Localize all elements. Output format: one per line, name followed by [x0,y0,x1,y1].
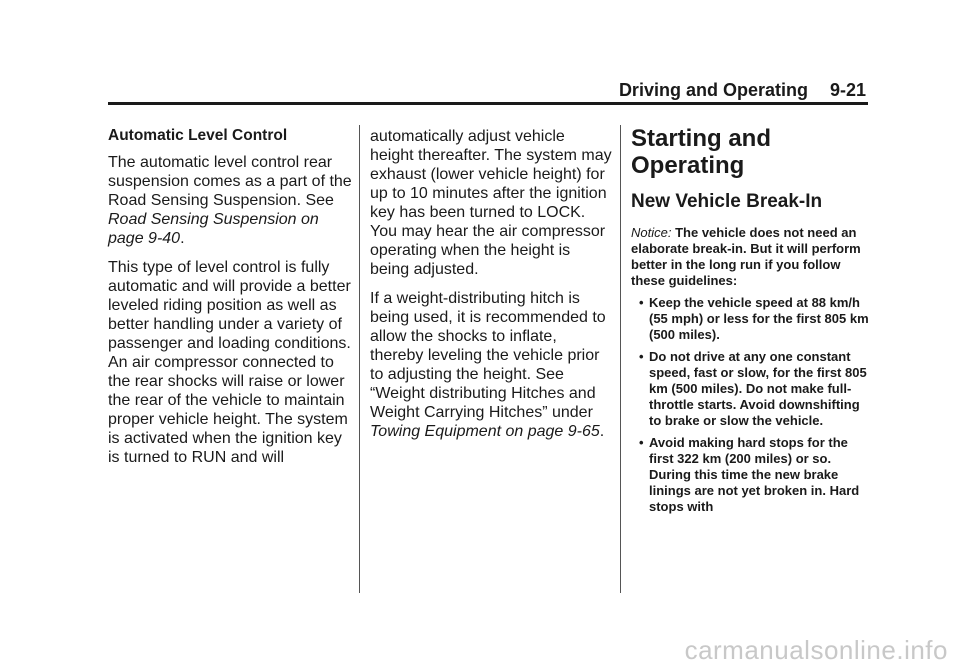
bullet-icon: • [639,435,644,450]
column-2 [370,127,612,451]
section-title: Starting and Operating [631,125,772,179]
paragraph-continued: automatically adjust vehicle height thereafter. The system may exhaust (lower vehicle height) for up to 10 minutes after the ignition key has been turned to LOCK. You may hear the air compressor operating when the height is being adjusted. [370,128,612,278]
paragraph-end: . [599,423,605,440]
notice [631,225,871,289]
section-name: Driving and Operating [618,80,808,100]
header-rule [108,102,868,105]
watermark: carmanualsonline.info [684,635,948,665]
page-number: 9-21 [829,80,866,100]
subsection-title: New Vehicle Break-In [631,191,823,212]
list-item [631,435,871,515]
bullet-icon: • [639,295,644,310]
running-header [108,80,866,101]
column-1 [108,126,353,477]
column-divider-1 [359,125,360,593]
list-item [631,349,871,429]
list-item-text: Do not drive at any one constant speed, fast or slow, for the first 805 km (500 miles). Do not make full-throttle starts. Avoid downshifting to brake or slow the vehicle. [649,349,867,428]
paragraph-description: This type of level control is fully automatic and will provide a better leveled riding position as well as better handling under a variety of passenger and loading conditions. An air compressor connected to the rear shocks will raise or lower the rear of the vehicle to maintain proper vehicle height. The system is activated when the ignition key is turned to RUN and will [108,259,351,466]
cross-reference-link[interactable]: Road Sensing Suspension on page 9-40 [108,211,319,247]
paragraph-text: If a weight-distributing hitch is being used, it is recommended to allow the shocks to inflate, thereby leveling the vehicle prior to adjusting the height. See “Weight distributing Hitches and Weight Carrying Hitches” under [370,290,606,421]
guidelines-list [631,295,871,515]
paragraph-intro [108,153,353,248]
bullet-icon: • [639,349,644,364]
list-item-text: Keep the vehicle speed at 88 km/h (55 mph) or less for the first 805 km (500 miles). [649,295,869,342]
column-3 [631,125,871,521]
cross-reference-link[interactable]: Towing Equipment on page 9-65 [370,423,600,440]
paragraph-text: The automatic level control rear suspension comes as a part of the Road Sensing Suspension. See [108,154,352,209]
column-divider-2 [620,125,621,593]
notice-label: Notice: [631,225,672,240]
heading-automatic-level-control: Automatic Level Control [108,127,288,144]
list-item [631,295,871,343]
paragraph-hitch [370,289,612,441]
paragraph-end: . [180,230,185,247]
list-item-text: Avoid making hard stops for the first 322 km (200 miles) or so. During this time the new brake linings are not yet broken in. Hard stops with [649,435,860,514]
notice-text: The vehicle does not need an elaborate break-in. But it will perform better in the long run if you follow these guidelines: [631,225,861,288]
